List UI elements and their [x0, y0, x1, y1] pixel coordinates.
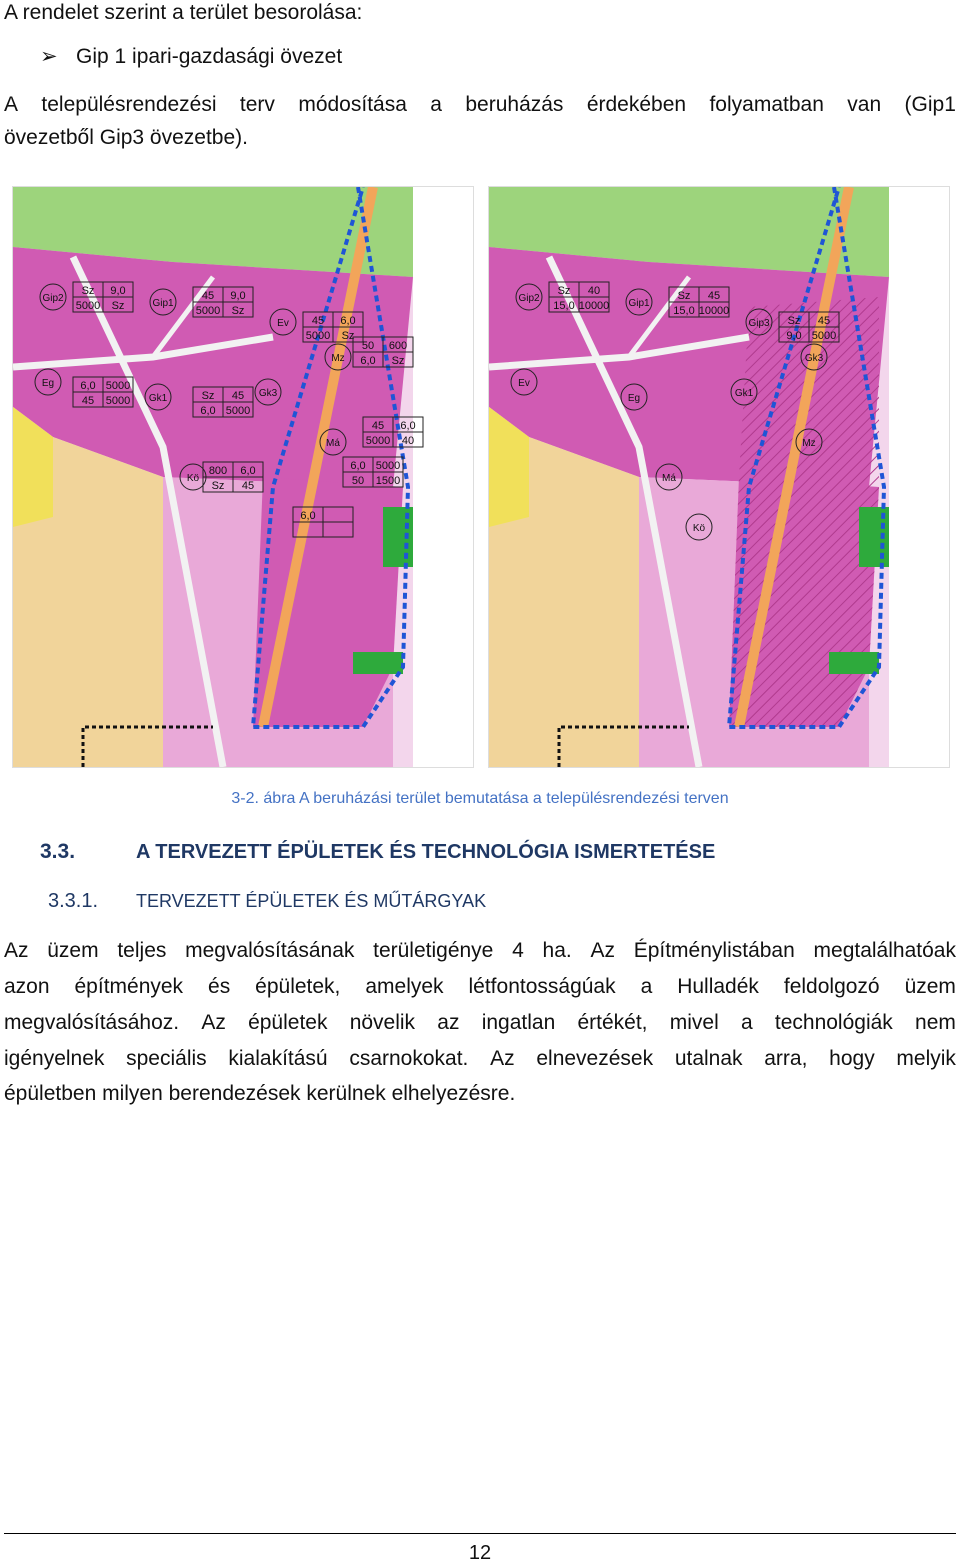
word: teljes	[117, 939, 167, 962]
word: megvalósításának	[185, 939, 355, 962]
word: Építménylistában	[633, 939, 795, 962]
word: a	[740, 1011, 753, 1034]
regulation-value: 10000	[698, 305, 730, 317]
word: kialakítású	[228, 1047, 328, 1070]
bullet-text: Gip 1 ipari-gazdasági övezet	[76, 45, 343, 68]
zone-label: Eg	[627, 393, 641, 404]
intro-paragraph-line-2: övezetből Gip3 övezetbe).	[4, 126, 248, 149]
regulation-value: 6,0	[340, 315, 356, 327]
green-buffer-eg-2	[829, 652, 879, 674]
regulation-value: 5000	[225, 405, 251, 417]
regulation-value: Sz	[111, 300, 125, 312]
zoning-map-before	[12, 186, 474, 768]
regulation-value: Sz	[81, 285, 95, 297]
regulation-value: 600	[388, 340, 408, 352]
regulation-value: Sz	[787, 315, 801, 327]
word: területigénye	[373, 939, 494, 962]
page-number: 12	[468, 1542, 492, 1564]
zone-label: Gip2	[518, 293, 540, 304]
word: nem	[915, 1011, 956, 1034]
word: és	[208, 975, 231, 998]
regulation-value: 40	[401, 435, 415, 447]
subsection-title: TERVEZETT ÉPÜLETEK ÉS MŰTÁRGYAK	[136, 891, 487, 911]
word: ha.	[542, 939, 572, 962]
word: elnevezések	[536, 1047, 654, 1070]
regulation-value: 45	[707, 290, 721, 302]
word: üzem	[904, 975, 956, 998]
regulation-value: Sz	[341, 330, 355, 342]
word: beruházás	[465, 93, 564, 116]
zone-label: Ev	[518, 378, 530, 389]
regulation-value: 15,0	[673, 305, 695, 317]
regulation-value: Sz	[211, 480, 225, 492]
word: az	[437, 1011, 460, 1034]
footer-rule	[4, 1533, 956, 1534]
word: Hulladék	[677, 975, 759, 998]
regulation-value: 5000	[811, 330, 837, 342]
regulation-value: 9,0	[110, 285, 126, 297]
word: Az	[490, 1047, 515, 1070]
zone-label: Má	[326, 438, 340, 449]
zone-label: Gk1	[148, 393, 168, 404]
word: 4	[512, 939, 524, 962]
word: Az	[201, 1011, 226, 1034]
regulation-value: 800	[208, 465, 228, 477]
regulation-value: 9,0	[786, 330, 802, 342]
word: a	[430, 93, 442, 116]
regulation-value: Sz	[557, 285, 571, 297]
regulation-value: 5000	[105, 380, 131, 392]
body-line-4	[4, 1046, 956, 1072]
body-line-3	[4, 1010, 956, 1036]
word: építmények	[74, 975, 184, 998]
zone-label: Gk1	[734, 388, 754, 399]
regulation-value: 45	[817, 315, 831, 327]
regulation-value: 45	[201, 290, 215, 302]
body-line-2	[4, 974, 956, 1000]
zone-label: Gip1	[628, 298, 650, 309]
word: érdekében	[586, 93, 687, 116]
word: feldolgozó	[783, 975, 880, 998]
zone-label: Má	[662, 473, 676, 484]
regulation-value: Sz	[391, 355, 405, 367]
map-margin	[889, 187, 949, 767]
zone-label: Eg	[41, 378, 55, 389]
word: csarnokokat.	[349, 1047, 469, 1070]
word: speciális	[126, 1047, 207, 1070]
regulation-value: 6,0	[240, 465, 256, 477]
regulation-value: 10000	[578, 300, 610, 312]
regulation-value: 5000	[365, 435, 391, 447]
regulation-value: 45	[81, 395, 95, 407]
word: értékét,	[577, 1011, 648, 1034]
word: mivel	[669, 1011, 719, 1034]
word: épületek,	[255, 975, 341, 998]
word: arra,	[764, 1047, 808, 1070]
regulation-value: 45	[371, 420, 385, 432]
green-buffer-eg-2	[353, 652, 403, 674]
regulation-value: 50	[351, 475, 365, 487]
word: a	[640, 975, 653, 998]
word: hogy	[829, 1047, 875, 1070]
regulation-value: 5000	[305, 330, 331, 342]
word: technológiák	[774, 1011, 893, 1034]
regulation-value: 6,0	[350, 460, 366, 472]
subsection-heading	[48, 890, 486, 913]
map-margin	[413, 187, 473, 767]
zone-label: Kö	[186, 473, 200, 484]
regulation-value: 1500	[375, 475, 401, 487]
regulation-value: 45	[241, 480, 255, 492]
regulation-value: Sz	[201, 390, 215, 402]
zone-label: Gip1	[152, 298, 174, 309]
regulation-value: Sz	[677, 290, 691, 302]
figure-caption: 3-2. ábra A beruházási terület bemutatása a településrendezési terven	[231, 790, 729, 807]
zoning-map-after	[488, 186, 950, 768]
word: terv	[239, 93, 275, 116]
word: Az	[4, 939, 29, 962]
regulation-value: 5000	[195, 305, 221, 317]
word: (Gip1	[904, 93, 956, 116]
subsection-number: 3.3.1.	[48, 890, 99, 912]
regulation-value: Sz	[231, 305, 245, 317]
zone-label: Kö	[692, 523, 706, 534]
body-line-5: épületben milyen berendezések kerülnek elhelyezésre.	[4, 1082, 516, 1105]
regulation-value: 5000	[105, 395, 131, 407]
regulation-value: 5000	[375, 460, 401, 472]
regulation-value: 6,0	[400, 420, 416, 432]
word: üzem	[47, 939, 99, 962]
word: növelik	[349, 1011, 416, 1034]
regulation-value: 45	[311, 315, 325, 327]
arrow-bullet-icon: ➢	[40, 45, 58, 68]
word: azon	[4, 975, 50, 998]
word: amelyek	[365, 975, 444, 998]
zone-label: Ev	[277, 318, 289, 329]
zone-label: Gip2	[42, 293, 64, 304]
regulation-value: 50	[361, 340, 375, 352]
word: épületek	[248, 1011, 328, 1034]
regulation-value: 5000	[75, 300, 101, 312]
word: megvalósításához.	[4, 1011, 180, 1034]
zone-label: Gk3	[804, 353, 824, 364]
intro-paragraph-line-1	[4, 92, 956, 118]
bullet-item	[40, 44, 342, 70]
zone-label: Mz	[331, 353, 345, 364]
section-heading	[40, 840, 715, 864]
regulation-value: 6,0	[80, 380, 96, 392]
word: igényelnek	[4, 1047, 105, 1070]
word: melyik	[896, 1047, 956, 1070]
regulation-value: 15,0	[553, 300, 575, 312]
word: A	[4, 93, 19, 116]
word: létfontosságúak	[468, 975, 616, 998]
section-number: 3.3.	[40, 840, 76, 863]
regulation-value: 45	[231, 390, 245, 402]
section-title: A TERVEZETT ÉPÜLETEK ÉS TECHNOLÓGIA ISMERTETÉSE	[136, 841, 716, 863]
body-line-1	[4, 938, 956, 964]
regulation-value: 6,0	[360, 355, 376, 367]
word: van	[847, 93, 882, 116]
word: utalnak	[674, 1047, 743, 1070]
regulation-value: 6,0	[300, 510, 316, 522]
word: megtalálhatóak	[813, 939, 956, 962]
word: Az	[590, 939, 615, 962]
regulation-value: 9,0	[230, 290, 246, 302]
word: ingatlan	[481, 1011, 556, 1034]
word: településrendezési	[41, 93, 217, 116]
word: módosítása	[298, 93, 407, 116]
word: folyamatban	[709, 93, 824, 116]
zone-label: Mz	[802, 438, 816, 449]
zone-label: Gip3	[748, 318, 770, 329]
regulation-value: 6,0	[200, 405, 216, 417]
regulation-value: 40	[587, 285, 601, 297]
intro-heading: A rendelet szerint a terület besorolása:	[4, 1, 363, 24]
zone-label: Gk3	[258, 388, 278, 399]
